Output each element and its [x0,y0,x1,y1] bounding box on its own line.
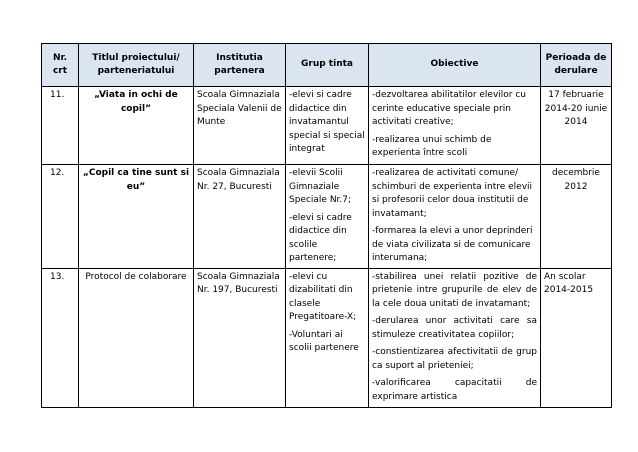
header-period: Perioada de derulare [541,44,612,87]
header-nr: Nr. crt [42,44,79,87]
objective-item: -stabilirea unei relatii pozitive de prietenie intre grupurile de elev de la cele doua unitati de invatamant; [372,271,537,309]
cell-objectives [369,87,541,165]
objective-item: -derularea unor activitati care sa stimuleze creativitatea copiilor; [372,316,537,340]
cell-nr: 12. [42,165,79,269]
cell-objectives [369,268,541,407]
target-item: -elevii Scolii Gimnaziale Speciale Nr.7; [289,168,352,205]
target-item: -elevi si cadre didactice din scolile partenere; [289,212,352,263]
cell-target [286,268,369,407]
header-objectives: Obiective [369,44,541,87]
cell-target [286,165,369,269]
cell-title: Protocol de colaborare [79,268,194,407]
cell-period: 17 februarie 2014-20 iunie 2014 [541,87,612,165]
cell-objectives [369,165,541,269]
cell-title: „Viata in ochi de copil” [79,87,194,165]
objective-item: -formarea la elevi a unor deprinderi de viata civilizata si de comunicare interumana; [372,226,533,263]
target-item: -elevi si cadre didactice din invatamantul special si special integrat [289,90,365,154]
cell-target [286,87,369,165]
cell-period: An scolar 2014-2015 [541,268,612,407]
cell-institution: Scoala Gimnaziala Nr. 27, Bucuresti [194,165,286,269]
header-institution: Institutia partenera [194,44,286,87]
objective-item: -realizarea unui schimb de experienta între scoli [372,134,492,158]
objective-item: -dezvoltarea abilitatilor elevilor cu cerinte educative speciale prin activitati creative; [372,90,527,127]
target-item: -Voluntari ai scolii partenere [289,329,359,353]
target-item: -elevi cu dizabilitati din clasele Pregatitoare-X; [289,271,357,322]
header-row [42,44,612,87]
objective-item: -constientizarea afectivitatii de grup ca suport al prieteniei; [372,347,537,371]
cell-nr: 11. [42,87,79,165]
table-row [42,268,612,407]
objective-item: -valorificarea capacitatii de exprimare artistica [372,378,537,402]
cell-nr: 13. [42,268,79,407]
cell-institution: Scoala Gimnaziala Speciala Valenii de Munte [194,87,286,165]
table-row [42,165,612,269]
table-row [42,87,612,165]
header-target: Grup tinta [286,44,369,87]
cell-title: „Copil ca tine sunt si eu” [79,165,194,269]
projects-table [41,43,612,408]
cell-institution: Scoala Gimnaziala Nr. 197, Bucuresti [194,268,286,407]
cell-period: decembrie 2012 [541,165,612,269]
header-title: Titlul proiectului/ parteneriatului [79,44,194,87]
objective-item: -realizarea de activitati comune/ schimburi de experienta intre elevii si profesorii celor doua institutii de invatamant; [372,168,533,219]
